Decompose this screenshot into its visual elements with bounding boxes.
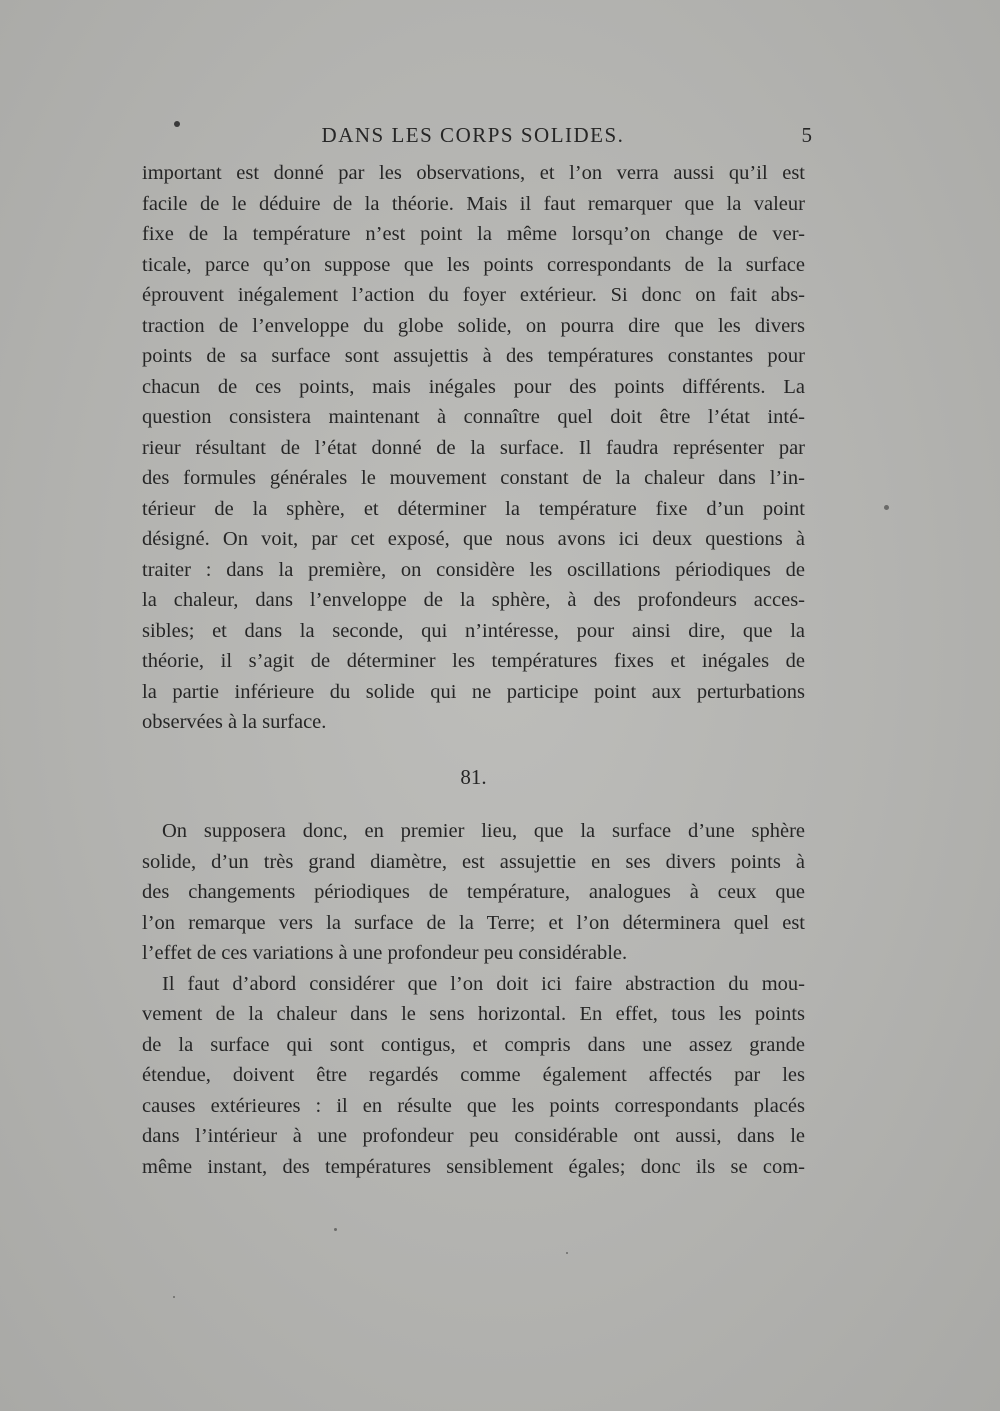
text-line: de la surface qui sont contigus, et compris dans une assez grande (142, 1033, 805, 1056)
text-line: On supposera donc, en premier lieu, que la surface d’une sphère (162, 820, 805, 842)
text-line: la partie inférieure du solide qui ne participe point aux perturbations (142, 680, 805, 703)
text-line: des formules générales le mouvement constant de la chaleur dans l’in- (142, 467, 805, 489)
text-line: chacun de ces points, mais inégales pour des points différents. La (142, 375, 805, 398)
text-line: vement de la chaleur dans le sens horizontal. En effet, tous les points (142, 1003, 805, 1025)
text-line: important est donné par les observations, et l’on verra aussi qu’il est (142, 162, 805, 184)
text-line: traiter : dans la première, on considère les oscillations périodiques de (142, 558, 805, 581)
text-line: étendue, doivent être regardés comme également affectés par les (142, 1064, 805, 1086)
text-line: désigné. On voit, par cet exposé, que nous avons ici deux questions à (142, 528, 805, 550)
text-line: solide, d’un très grand diamètre, est assujettie en ses divers points à (142, 850, 805, 873)
section-number: 81. (460, 765, 487, 789)
text-line: points de sa surface sont assujettis à des températures constantes pour (142, 345, 805, 367)
text-line: rieur résultant de l’état donné de la surface. Il faudra représenter par (142, 436, 805, 459)
running-head (142, 118, 812, 152)
text-line: sibles; et dans la seconde, qui n’intéresse, pour ainsi dire, que la (142, 619, 805, 642)
text-line: Il faut d’abord considérer que l’on doit ici faire abstraction du mou- (162, 972, 805, 995)
text-line: facile de le déduire de la théorie. Mais il faut remarquer que la valeur (142, 192, 805, 215)
text-line: fixe de la température n’est point la même lorsqu’on change de ver- (142, 223, 805, 245)
section-body (142, 816, 805, 1182)
text-line: ticale, parce qu’on suppose que les points correspondants de la surface (142, 253, 805, 276)
text-line: observées à la surface. (142, 711, 327, 733)
text-line: l’effet de ces variations à une profondeur peu considérable. (142, 942, 628, 964)
text-line: théorie, il s’agit de déterminer les températures fixes et inégales de (142, 650, 805, 672)
text-line: question consistera maintenant à connaître quel doit être l’état inté- (142, 406, 805, 428)
text-line: éprouvent inégalement l’action du foyer extérieur. Si donc on fait abs- (142, 284, 805, 306)
text-line: l’on remarque vers la surface de la Terre; et l’on déterminera quel est (142, 911, 805, 934)
text-line: traction de l’enveloppe du globe solide, on pourra dire que les divers (142, 314, 805, 337)
paragraph-continued (142, 158, 805, 738)
text-line: térieur de la sphère, et déterminer la température fixe d’un point (142, 497, 805, 520)
text-line: des changements périodiques de température, analogues à ceux que (142, 881, 805, 903)
text-line: causes extérieures : il en résulte que les points correspondants placés (142, 1094, 805, 1117)
text-line: même instant, des températures sensiblement égales; donc ils se com- (142, 1155, 805, 1178)
page-number: 5 (801, 123, 812, 147)
text-line: la chaleur, dans l’enveloppe de la sphère, à des profondeurs acces- (142, 589, 805, 611)
running-head-title: DANS LES CORPS SOLIDES. (321, 123, 625, 147)
text-line: dans l’intérieur à une profondeur peu considérable ont aussi, dans le (142, 1125, 805, 1147)
